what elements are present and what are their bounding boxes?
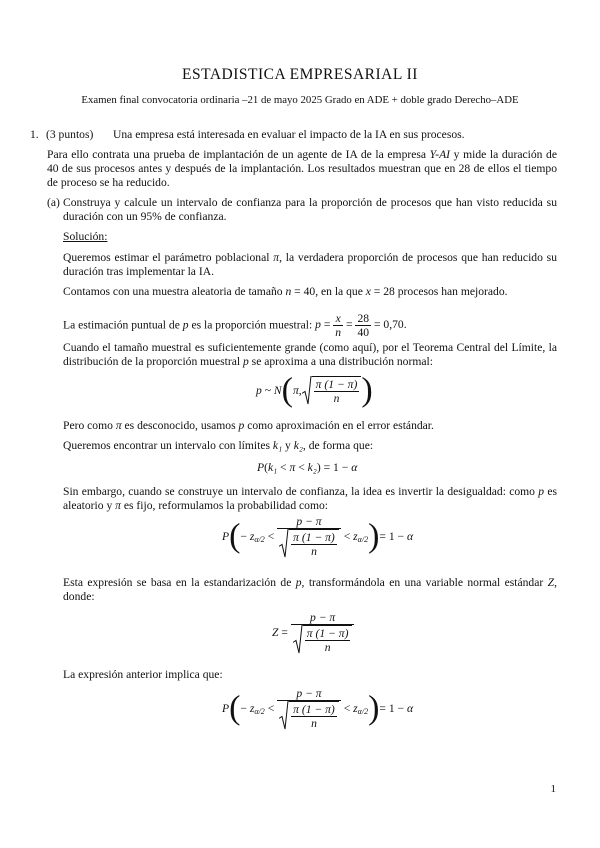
z-statistic-formula: Z = $\frac{p - \pi}{\frac{\pi (1 - \pi)}{n}}$	[272, 611, 354, 654]
solution-paragraph-5: Pero como π es desconocido, usamos p como aproximación en el error estándar.	[63, 419, 434, 432]
solution-paragraph-1: Queremos estimar el parámetro poblacional π, la verdadera proporción de procesos que han reducido su duración tras implementar la IA.	[63, 251, 557, 278]
solution-heading: Solución:	[63, 230, 108, 243]
exam-subtitle: Examen final convocatoria ordinaria –21 de mayo 2025 Grado en ADE + doble grado Derecho–ADE	[81, 94, 519, 106]
question-intro: Una empresa está interesada en evaluar el impacto de la IA en sus procesos.	[113, 128, 465, 141]
point-estimate-formula: p = $\frac{x}{n}$ = $\frac{28}{40}$ = 0,70.	[315, 312, 407, 339]
standardized-probability-formula-2: $P(- z_{\alpha/2}$ < $\frac{p - \pi}{\frac{\pi (1 - \pi)}{n}}$ < $z_{\alpha/2})= 1 - \alpha$	[222, 687, 414, 730]
solution-paragraph-9: La expresión anterior implica que:	[63, 668, 223, 681]
solution-paragraph-8: Esta expresión se basa en la estandarización de p, transformándola en una variable normal estándar Z, donde:	[63, 576, 557, 603]
subquestion-label: (a)	[47, 196, 60, 209]
solution-paragraph-4: Cuando el tamaño muestral es suficientemente grande (como aquí), por el Teorema Central del Límite, la distribución de la proporción muestral p se aproxima a una distribución normal:	[63, 341, 557, 368]
subquestion-text: Construya y calcule un intervalo de confianza para la proporción de procesos que han visto reducida su duración con un 95% de confianza.	[63, 196, 557, 223]
question-number: 1.	[30, 128, 39, 141]
solution-paragraph-3: La estimación puntual de p es la proporción muestral: p = $\frac{x}{n}$ = $\frac{28}{40}$ = 0,70.	[63, 312, 407, 339]
solution-paragraph-2: Contamos con una muestra aleatoria de tamaño n = 40, en la que x = 28 procesos han mejorado.	[63, 285, 508, 298]
normal-approximation-formula: p ~ N(π, $\frac{\pi (1 - \pi)}{n}$ )	[256, 371, 373, 409]
solution-paragraph-6: Queremos encontrar un intervalo con límites k₁ y k₂, de forma que:	[63, 439, 374, 452]
solution-paragraph-7: Sin embargo, cuando se construye un intervalo de confianza, la idea es invertir la desigualdad: como p es aleatorio y π es fijo, reformulamos la probabilidad como:	[63, 485, 557, 512]
question-context: Para ello contrata una prueba de implantación de un agente de IA de la empresa Y-AI y mide la duración de 40 de sus procesos antes y después de la implantación. Los resultados muestran que en 28 de ellos el tiempo de proceso se ha reducido.	[47, 148, 558, 189]
probability-interval-formula: P(k₁ < π < k₂) = 1 − α	[257, 461, 358, 474]
question-points: (3 puntos)	[46, 128, 94, 141]
page-title: ESTADISTICA EMPRESARIAL II	[182, 66, 418, 83]
page-number: 1	[550, 783, 556, 795]
standardized-probability-formula-1: $P(- z_{\alpha/2}$ < $\frac{p - \pi}{\frac{\pi (1 - \pi)}{n}}$ < $z_{\alpha/2})= 1 - \alpha$	[222, 515, 414, 558]
